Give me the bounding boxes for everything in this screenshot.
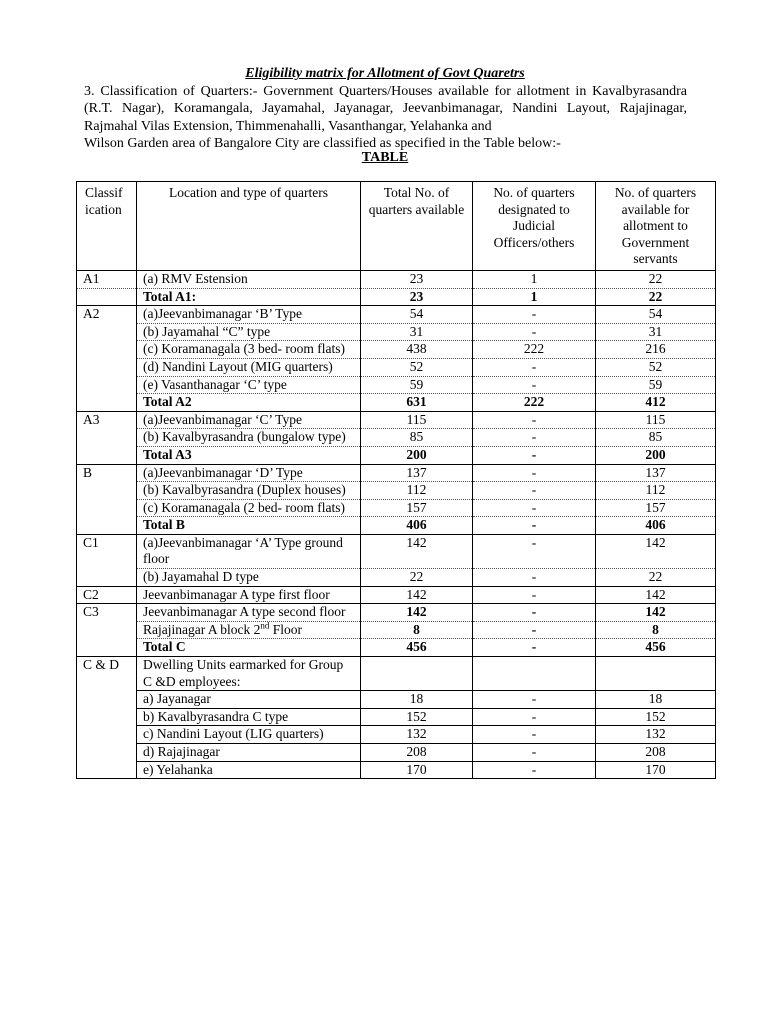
row-location: d) Rajajinagar xyxy=(137,744,361,762)
table-row-total xyxy=(77,517,716,535)
row-government: 54 xyxy=(596,306,716,324)
table-row xyxy=(77,691,716,709)
table-row xyxy=(77,464,716,482)
row-location: (b) Kavalbyrasandra (bungalow type) xyxy=(137,429,361,447)
row-location: (c) Koramanagala (3 bed- room flats) xyxy=(137,341,361,359)
row-judicial: - xyxy=(473,569,596,587)
row-government: 22 xyxy=(596,270,716,288)
row-government: 52 xyxy=(596,358,716,376)
row-total: 85 xyxy=(361,429,473,447)
row-classification xyxy=(77,726,137,744)
row-classification: A2 xyxy=(77,306,137,324)
row-location: a) Jayanagar xyxy=(137,691,361,709)
row-classification xyxy=(77,744,137,762)
row-location: Jeevanbimanagar A type first floor xyxy=(137,586,361,604)
table-row xyxy=(77,270,716,288)
row-classification xyxy=(77,429,137,447)
row-government: 406 xyxy=(596,517,716,535)
row-location: Total A2 xyxy=(137,394,361,412)
row-classification: A3 xyxy=(77,411,137,429)
row-location: (b) Jayamahal D type xyxy=(137,569,361,587)
row-location: (a)Jeevanbimanagar ‘D’ Type xyxy=(137,464,361,482)
row-classification xyxy=(77,341,137,359)
row-classification xyxy=(77,446,137,464)
table-row xyxy=(77,429,716,447)
row-judicial: - xyxy=(473,639,596,657)
row-classification xyxy=(77,621,137,639)
row-total: 208 xyxy=(361,744,473,762)
table-row xyxy=(77,376,716,394)
row-judicial: - xyxy=(473,744,596,762)
row-government xyxy=(596,657,716,691)
row-total: 59 xyxy=(361,376,473,394)
row-total: 152 xyxy=(361,708,473,726)
row-classification xyxy=(77,288,137,306)
row-total: 142 xyxy=(361,604,473,622)
row-location: (a) RMV Estension xyxy=(137,270,361,288)
row-government: 22 xyxy=(596,288,716,306)
row-classification xyxy=(77,323,137,341)
row-total: 456 xyxy=(361,639,473,657)
header-classification: Classif ication xyxy=(77,182,137,271)
row-total: 132 xyxy=(361,726,473,744)
row-government: 142 xyxy=(596,604,716,622)
table-row xyxy=(77,726,716,744)
table-row-total xyxy=(77,446,716,464)
row-location: (d) Nandini Layout (MIG quarters) xyxy=(137,358,361,376)
row-government: 8 xyxy=(596,621,716,639)
header-judicial: No. of quarters designated to Judicial Officers/others xyxy=(473,182,596,271)
table-row xyxy=(77,604,716,622)
row-judicial: 222 xyxy=(473,341,596,359)
row-government: 412 xyxy=(596,394,716,412)
row-total xyxy=(361,657,473,691)
row-classification: C2 xyxy=(77,586,137,604)
location-text-end: Floor xyxy=(269,621,302,637)
row-government: 31 xyxy=(596,323,716,341)
row-government: 200 xyxy=(596,446,716,464)
row-total: 23 xyxy=(361,288,473,306)
table-row xyxy=(77,323,716,341)
allotment-table xyxy=(76,181,716,779)
row-government: 22 xyxy=(596,569,716,587)
row-location: Total A3 xyxy=(137,446,361,464)
table-row xyxy=(77,621,716,639)
row-classification xyxy=(77,691,137,709)
row-total: 31 xyxy=(361,323,473,341)
row-location: (a)Jeevanbimanagar ‘A’ Type ground floor xyxy=(137,534,361,568)
row-total: 22 xyxy=(361,569,473,587)
row-classification: A1 xyxy=(77,270,137,288)
row-classification xyxy=(77,482,137,500)
intro-paragraph xyxy=(84,83,687,153)
row-location: (a)Jeevanbimanagar ‘C’ Type xyxy=(137,411,361,429)
row-location: Total B xyxy=(137,517,361,535)
table-row xyxy=(77,708,716,726)
row-classification xyxy=(77,569,137,587)
row-judicial: - xyxy=(473,726,596,744)
row-total: 438 xyxy=(361,341,473,359)
row-government: 208 xyxy=(596,744,716,762)
row-location: (b) Jayamahal “C” type xyxy=(137,323,361,341)
row-location: (c) Koramanagala (2 bed- room flats) xyxy=(137,499,361,517)
row-classification xyxy=(77,376,137,394)
intro-last-line: Wilson Garden area of Bangalore City are classified as specified in the Table below:- xyxy=(84,136,561,152)
row-government: 18 xyxy=(596,691,716,709)
row-government: 115 xyxy=(596,411,716,429)
row-judicial: - xyxy=(473,499,596,517)
header-total: Total No. of quarters available xyxy=(361,182,473,271)
row-government: 132 xyxy=(596,726,716,744)
row-classification: C1 xyxy=(77,534,137,568)
table-row xyxy=(77,411,716,429)
ordinal-suffix: nd xyxy=(260,620,270,631)
row-total: 23 xyxy=(361,270,473,288)
row-judicial: - xyxy=(473,621,596,639)
row-government: 85 xyxy=(596,429,716,447)
table-header-row xyxy=(77,182,716,271)
row-government: 170 xyxy=(596,761,716,779)
row-judicial: - xyxy=(473,534,596,568)
row-judicial: - xyxy=(473,464,596,482)
table-row xyxy=(77,534,716,568)
table-row xyxy=(77,358,716,376)
row-total: 18 xyxy=(361,691,473,709)
header-location: Location and type of quarters xyxy=(137,182,361,271)
row-total: 112 xyxy=(361,482,473,500)
row-judicial: - xyxy=(473,446,596,464)
table-row xyxy=(77,657,716,691)
row-government: 456 xyxy=(596,639,716,657)
row-location xyxy=(137,621,361,639)
table-row xyxy=(77,341,716,359)
row-location: b) Kavalbyrasandra C type xyxy=(137,708,361,726)
table-row xyxy=(77,499,716,517)
table-row xyxy=(77,569,716,587)
row-government: 142 xyxy=(596,586,716,604)
row-judicial: - xyxy=(473,482,596,500)
row-judicial: - xyxy=(473,708,596,726)
row-judicial: 1 xyxy=(473,270,596,288)
row-location: e) Yelahanka xyxy=(137,761,361,779)
table-row-total xyxy=(77,394,716,412)
row-location: c) Nandini Layout (LIG quarters) xyxy=(137,726,361,744)
row-total: 200 xyxy=(361,446,473,464)
row-location: (a)Jeevanbimanagar ‘B’ Type xyxy=(137,306,361,324)
row-judicial: 222 xyxy=(473,394,596,412)
row-government: 112 xyxy=(596,482,716,500)
row-government: 142 xyxy=(596,534,716,568)
row-judicial xyxy=(473,657,596,691)
row-judicial: - xyxy=(473,604,596,622)
table-row xyxy=(77,744,716,762)
row-location: Dwelling Units earmarked for Group C &D employees: xyxy=(137,657,361,691)
row-classification xyxy=(77,639,137,657)
row-classification xyxy=(77,517,137,535)
row-judicial: - xyxy=(473,323,596,341)
row-government: 157 xyxy=(596,499,716,517)
row-government: 137 xyxy=(596,464,716,482)
row-total: 631 xyxy=(361,394,473,412)
row-judicial: 1 xyxy=(473,288,596,306)
row-classification xyxy=(77,761,137,779)
row-judicial: - xyxy=(473,761,596,779)
table-row-total xyxy=(77,639,716,657)
header-government: No. of quarters available for allotment to Government servants xyxy=(596,182,716,271)
row-classification: C3 xyxy=(77,604,137,622)
row-judicial: - xyxy=(473,358,596,376)
row-judicial: - xyxy=(473,429,596,447)
table-row xyxy=(77,482,716,500)
row-judicial: - xyxy=(473,691,596,709)
table-row-total xyxy=(77,288,716,306)
intro-body: 3. Classification of Quarters:- Government Quarters/Houses available for allotment in Kavalbyrasandra (R.T. Nagar), Koramangala, Jayamahal, Jayanagar, Jeevanbimanagar, Nandini Layout, Rajajinagar, Rajmahal Vilas Extension, Thimmenahalli, Vasanthangar, Yelahanka and xyxy=(84,84,687,134)
row-location: Total C xyxy=(137,639,361,657)
row-total: 137 xyxy=(361,464,473,482)
row-classification xyxy=(77,358,137,376)
row-government: 152 xyxy=(596,708,716,726)
row-total: 170 xyxy=(361,761,473,779)
table-row xyxy=(77,586,716,604)
row-total: 52 xyxy=(361,358,473,376)
row-judicial: - xyxy=(473,306,596,324)
location-text: Rajajinagar A block 2 xyxy=(143,621,261,637)
row-location: (b) Kavalbyrasandra (Duplex houses) xyxy=(137,482,361,500)
row-government: 59 xyxy=(596,376,716,394)
row-classification: B xyxy=(77,464,137,482)
row-total: 115 xyxy=(361,411,473,429)
row-classification: C & D xyxy=(77,657,137,691)
row-judicial: - xyxy=(473,586,596,604)
row-location: (e) Vasanthanagar ‘C’ type xyxy=(137,376,361,394)
row-classification xyxy=(77,499,137,517)
row-government: 216 xyxy=(596,341,716,359)
table-row xyxy=(77,306,716,324)
row-judicial: - xyxy=(473,517,596,535)
row-total: 8 xyxy=(361,621,473,639)
row-location: Total A1: xyxy=(137,288,361,306)
row-total: 142 xyxy=(361,586,473,604)
row-classification xyxy=(77,708,137,726)
table-row xyxy=(77,761,716,779)
document-title: Eligibility matrix for Allotment of Govt Quaretrs xyxy=(245,66,525,81)
row-total: 157 xyxy=(361,499,473,517)
row-total: 142 xyxy=(361,534,473,568)
row-judicial: - xyxy=(473,376,596,394)
row-total: 406 xyxy=(361,517,473,535)
row-judicial: - xyxy=(473,411,596,429)
row-classification xyxy=(77,394,137,412)
table-heading: TABLE xyxy=(361,150,409,165)
row-location: Jeevanbimanagar A type second floor xyxy=(137,604,361,622)
row-total: 54 xyxy=(361,306,473,324)
